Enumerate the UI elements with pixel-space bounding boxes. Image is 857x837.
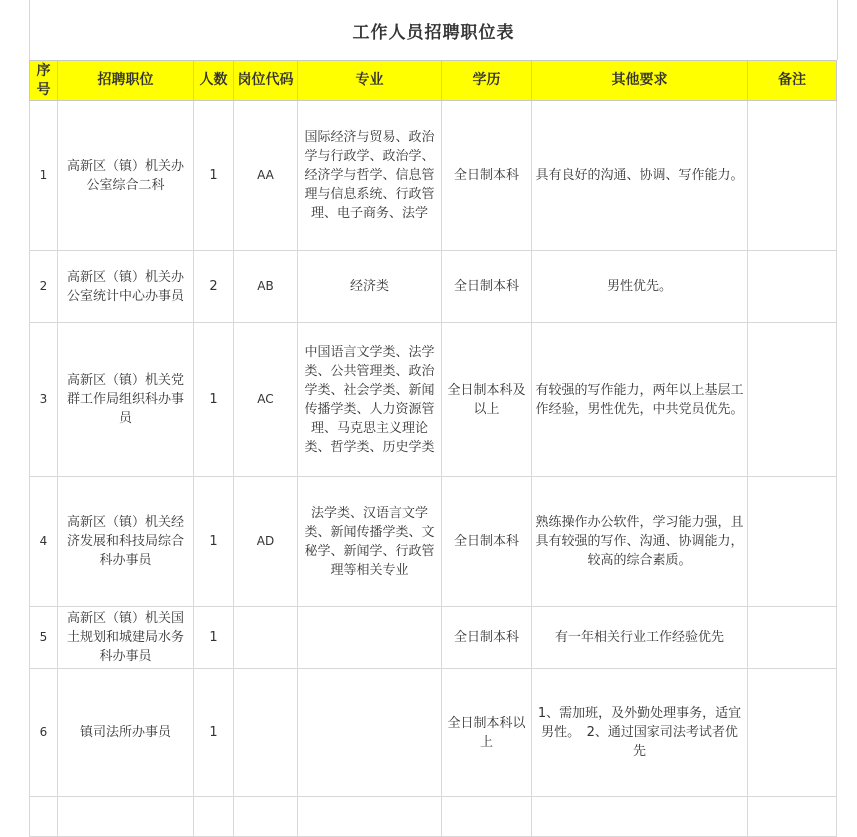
cell-education: 全日制本科	[442, 607, 532, 669]
cell-position: 高新区（镇）机关办公室统计中心办事员	[58, 251, 194, 323]
header-code: 岗位代码	[234, 61, 298, 101]
header-remarks: 备注	[748, 61, 837, 101]
table-row	[30, 477, 837, 607]
cell-seq: 4	[30, 477, 58, 607]
cell-education: 全日制本科	[442, 251, 532, 323]
cell-code: AA	[234, 101, 298, 251]
cell-other: 1、需加班，及外勤处理事务，适宜男性。 2、通过国家司法考试者优先	[532, 669, 748, 797]
header-row	[30, 61, 837, 101]
cell-education	[442, 797, 532, 837]
cell-major	[298, 669, 442, 797]
cell-major: 法学类、汉语言文学类、新闻传播学类、文秘学、新闻学、行政管理等相关专业	[298, 477, 442, 607]
cell-code	[234, 669, 298, 797]
header-seq: 序号	[30, 61, 58, 101]
cell-remarks	[748, 477, 837, 607]
cell-code: AD	[234, 477, 298, 607]
header-education: 学历	[442, 61, 532, 101]
cell-seq: 1	[30, 101, 58, 251]
recruitment-table	[29, 60, 837, 837]
cell-code	[234, 607, 298, 669]
table-row	[30, 797, 837, 837]
cell-remarks	[748, 797, 837, 837]
cell-other: 有较强的写作能力，两年以上基层工作经验，男性优先，中共党员优先。	[532, 323, 748, 477]
cell-code: AC	[234, 323, 298, 477]
cell-position	[58, 797, 194, 837]
cell-education: 全日制本科以上	[442, 669, 532, 797]
header-position: 招聘职位	[58, 61, 194, 101]
cell-major	[298, 607, 442, 669]
cell-education: 全日制本科	[442, 477, 532, 607]
table-row	[30, 607, 837, 669]
cell-seq: 2	[30, 251, 58, 323]
cell-seq	[30, 797, 58, 837]
table-row	[30, 323, 837, 477]
cell-count: 1	[194, 607, 234, 669]
cell-education: 全日制本科	[442, 101, 532, 251]
title-row	[29, 0, 838, 60]
cell-count: 1	[194, 323, 234, 477]
cell-other: 有一年相关行业工作经验优先	[532, 607, 748, 669]
header-count: 人数	[194, 61, 234, 101]
cell-position: 高新区（镇）机关办公室综合二科	[58, 101, 194, 251]
cell-major: 中国语言文学类、法学类、公共管理类、政治学类、社会学类、新闻传播学类、人力资源管理、马克思主义理论类、哲学类、历史学类	[298, 323, 442, 477]
cell-education: 全日制本科及以上	[442, 323, 532, 477]
table-row	[30, 101, 837, 251]
cell-count: 1	[194, 101, 234, 251]
header-major: 专业	[298, 61, 442, 101]
cell-count: 1	[194, 477, 234, 607]
cell-major	[298, 797, 442, 837]
cell-remarks	[748, 607, 837, 669]
cell-count	[194, 797, 234, 837]
cell-position: 高新区（镇）机关经济发展和科技局综合科办事员	[58, 477, 194, 607]
cell-remarks	[748, 323, 837, 477]
cell-code: AB	[234, 251, 298, 323]
cell-seq: 5	[30, 607, 58, 669]
cell-other	[532, 797, 748, 837]
header-other: 其他要求	[532, 61, 748, 101]
cell-remarks	[748, 669, 837, 797]
cell-other: 熟练操作办公软件，学习能力强，且具有较强的写作、沟通、协调能力，较高的综合素质。	[532, 477, 748, 607]
cell-count: 1	[194, 669, 234, 797]
table-row	[30, 669, 837, 797]
cell-major: 经济类	[298, 251, 442, 323]
page-title: 工作人员招聘职位表	[352, 22, 515, 43]
table-row	[30, 251, 837, 323]
cell-position: 高新区（镇）机关国土规划和城建局水务科办事员	[58, 607, 194, 669]
cell-other: 具有良好的沟通、协调、写作能力。	[532, 101, 748, 251]
cell-other: 男性优先。	[532, 251, 748, 323]
cell-remarks	[748, 101, 837, 251]
cell-major: 国际经济与贸易、政治学与行政学、政治学、经济学与哲学、信息管理与信息系统、行政管理、电子商务、法学	[298, 101, 442, 251]
cell-position: 镇司法所办事员	[58, 669, 194, 797]
cell-remarks	[748, 251, 837, 323]
cell-seq: 6	[30, 669, 58, 797]
cell-count: 2	[194, 251, 234, 323]
cell-position: 高新区（镇）机关党群工作局组织科办事员	[58, 323, 194, 477]
cell-seq: 3	[30, 323, 58, 477]
cell-code	[234, 797, 298, 837]
